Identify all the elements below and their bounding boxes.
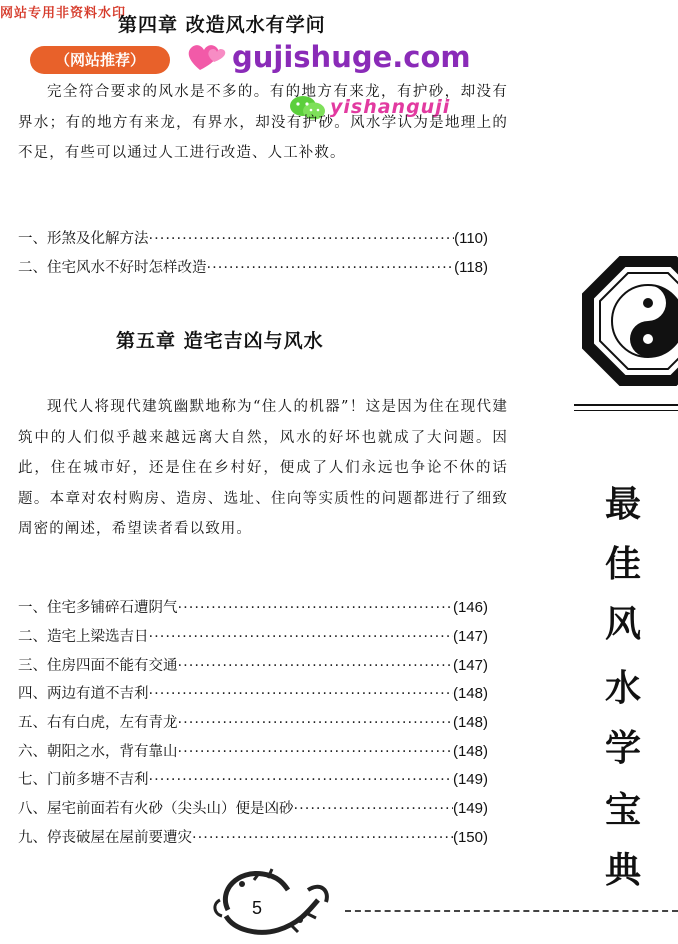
side-title-char: 佳 [604, 543, 641, 585]
toc-entry[interactable]: 一、住宅多铺碎石遭阴气 ····· (146) [18, 596, 488, 620]
divider [574, 404, 678, 406]
toc-entry[interactable]: 五、右有白虎，左有青龙 ····· (148) [18, 711, 488, 735]
site-pinyin: yishanguji [330, 96, 451, 118]
side-title-char: 宝 [604, 789, 641, 831]
chapter-5-intro: 现代人将现代建筑幽默地称为“住人的机器”！这是因为住在现代建筑中的人们似乎越来越远离大自然，风水的好坏也就成了大问题。因此，住在城市好，还是住在乡村好，便成了人们永远也争论不休的话题。本章对农村购房、造房、选址、住向等实质性的问题都进行了细致周密的阐述，希望读者看以致用。 [18, 399, 508, 537]
toc-entry[interactable]: 四、两边有道不吉利 ····· (148) [18, 682, 488, 706]
chapter-4-intro: 完全符合要求的风水是不多的。有的地方有来龙，有护砂，却没有界水；有的地方有来龙，有界水，却没有护砂。风水学认为是地理上的不足，有些可以通过人工进行改造、人工补救。 [18, 84, 508, 161]
heart-icon [184, 36, 230, 76]
dragon-ornament-icon [208, 860, 338, 940]
toc-entry[interactable]: 三、住房四面不能有交通 ····· (147) [18, 654, 488, 678]
toc-entry[interactable]: 八、屋宅前面若有火砂（尖头山）便是凶砂 ····· (149) [18, 797, 488, 821]
toc-entry[interactable]: 六、朝阳之水，背有靠山 ····· (148) [18, 740, 488, 764]
side-title-char: 最 [604, 483, 641, 525]
bagua-yinyang-icon [582, 256, 678, 386]
chapter-4-title: 第四章 改造风水有学问 [118, 14, 326, 36]
side-title-char: 典 [604, 849, 641, 891]
toc-entry[interactable]: 二、造宅上梁选吉日 ····· (147) [18, 625, 488, 649]
side-title-char: 水 [604, 667, 641, 709]
toc-entry[interactable]: 九、停丧破屋在屋前要遭灾 ····· (150) [18, 826, 488, 850]
side-title-char: 风 [604, 603, 641, 645]
watermark-text: 网站专用非资料水印 [0, 6, 127, 21]
toc-entry[interactable]: 七、门前多塘不吉利 ····· (149) [18, 768, 488, 792]
side-title-char: 学 [604, 727, 641, 769]
footer-dashed-line [345, 910, 678, 912]
page-number: 5 [242, 893, 272, 923]
chapter-5-title: 第五章 造宅吉凶与风水 [116, 330, 324, 352]
divider [574, 410, 678, 411]
toc-entry[interactable]: 二、住宅风水不好时怎样改造 ····· (118) [18, 256, 488, 280]
site-domain: gujishuge.com [232, 40, 471, 74]
toc-entry[interactable]: 一、形煞及化解方法 ····· (110) [18, 227, 488, 251]
site-recommend-badge: （网站推荐） [30, 46, 170, 74]
